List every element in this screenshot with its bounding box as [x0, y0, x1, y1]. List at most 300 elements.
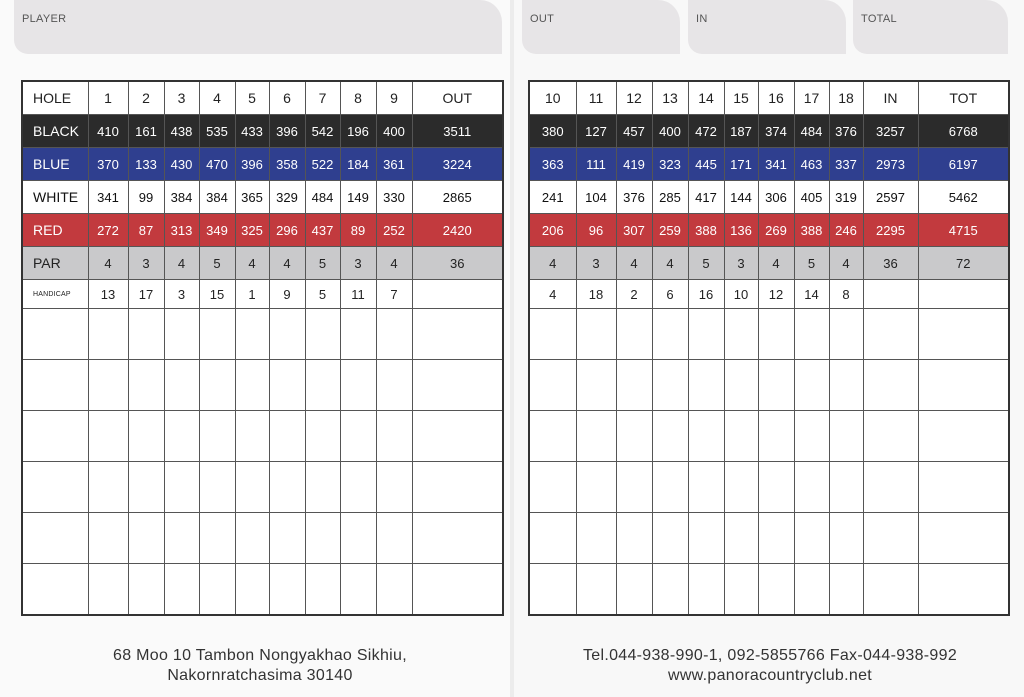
- score-entry-cell[interactable]: [863, 360, 918, 411]
- score-entry-cell[interactable]: [616, 462, 652, 513]
- score-entry-cell[interactable]: [269, 462, 305, 513]
- score-entry-cell[interactable]: [918, 462, 1009, 513]
- score-entry-cell[interactable]: [199, 360, 235, 411]
- score-entry-cell[interactable]: [529, 411, 576, 462]
- score-entry-cell[interactable]: [758, 360, 794, 411]
- yardage-cell: 417: [688, 181, 724, 214]
- yardage-cell: 374: [758, 115, 794, 148]
- yardage-cell: 376: [829, 115, 863, 148]
- hole-number: 4: [199, 81, 235, 115]
- yardage-cell: 3: [128, 247, 164, 280]
- score-entry-cell[interactable]: [340, 564, 376, 616]
- score-entry-cell[interactable]: [652, 564, 688, 616]
- hole-number: 16: [758, 81, 794, 115]
- hole-number: 18: [829, 81, 863, 115]
- yardage-cell: 3: [576, 247, 616, 280]
- yardage-cell: 269: [758, 214, 794, 247]
- score-entry-cell[interactable]: [340, 462, 376, 513]
- yardage-cell: 341: [758, 148, 794, 181]
- score-entry-cell[interactable]: [164, 513, 199, 564]
- score-entry-cell[interactable]: [918, 411, 1009, 462]
- score-entry-cell[interactable]: [758, 564, 794, 616]
- grand-total-cell: 72: [918, 247, 1009, 280]
- yardage-cell: 341: [88, 181, 128, 214]
- score-entry-cell[interactable]: [412, 462, 503, 513]
- player-label: PLAYER: [22, 13, 67, 25]
- handicap-cell: 9: [269, 280, 305, 309]
- score-entry-cell[interactable]: [829, 564, 863, 616]
- score-entry-cell[interactable]: [829, 360, 863, 411]
- score-entry-cell[interactable]: [688, 564, 724, 616]
- handicap-cell: 1: [235, 280, 269, 309]
- yardage-cell: 252: [376, 214, 412, 247]
- yardage-cell: 127: [576, 115, 616, 148]
- score-entry-row: [529, 309, 1009, 360]
- yardage-cell: 430: [164, 148, 199, 181]
- handicap-cell: 17: [128, 280, 164, 309]
- yardage-cell: 296: [269, 214, 305, 247]
- score-entry-cell[interactable]: [235, 309, 269, 360]
- out-total-cell: 2865: [412, 181, 503, 214]
- score-entry-cell[interactable]: [529, 462, 576, 513]
- score-entry-cell[interactable]: [235, 564, 269, 616]
- hole-header-label: HOLE: [22, 81, 88, 115]
- yardage-cell: 396: [235, 148, 269, 181]
- hole-number: 10: [529, 81, 576, 115]
- yardage-cell: 410: [88, 115, 128, 148]
- score-entry-cell[interactable]: [412, 513, 503, 564]
- black-tee-row: [529, 115, 1009, 148]
- out-header: OUT: [412, 81, 503, 115]
- score-entry-cell[interactable]: [128, 513, 164, 564]
- yardage-cell: 349: [199, 214, 235, 247]
- yardage-cell: 388: [794, 214, 829, 247]
- score-entry-cell[interactable]: [164, 360, 199, 411]
- hole-number: 14: [688, 81, 724, 115]
- out-score-field[interactable]: [522, 0, 680, 54]
- score-entry-cell[interactable]: [88, 513, 128, 564]
- score-entry-row: [529, 513, 1009, 564]
- yardage-cell: 325: [235, 214, 269, 247]
- handicap-cell: 4: [529, 280, 576, 309]
- phone-fax: Tel.044-938-990-1, 092-5855766 Fax-044-938-992: [582, 647, 958, 664]
- score-entry-cell[interactable]: [616, 309, 652, 360]
- hole-number: 7: [305, 81, 340, 115]
- yardage-cell: 184: [340, 148, 376, 181]
- score-entry-cell[interactable]: [829, 513, 863, 564]
- yardage-cell: 329: [269, 181, 305, 214]
- score-entry-cell[interactable]: [863, 513, 918, 564]
- hole-number: 2: [128, 81, 164, 115]
- score-entry-cell[interactable]: [269, 360, 305, 411]
- yardage-cell: 323: [652, 148, 688, 181]
- handicap-cell: 14: [794, 280, 829, 309]
- score-entry-cell[interactable]: [235, 462, 269, 513]
- red-row-label: RED: [22, 214, 88, 247]
- score-entry-cell[interactable]: [376, 513, 412, 564]
- yardage-cell: 89: [340, 214, 376, 247]
- score-entry-cell[interactable]: [794, 360, 829, 411]
- yardage-cell: 419: [616, 148, 652, 181]
- club-address: [60, 646, 460, 686]
- score-entry-cell[interactable]: [918, 360, 1009, 411]
- player-field[interactable]: [14, 0, 502, 54]
- score-entry-cell[interactable]: [829, 309, 863, 360]
- score-entry-row: [22, 513, 503, 564]
- yardage-cell: 437: [305, 214, 340, 247]
- score-entry-cell[interactable]: [794, 309, 829, 360]
- score-entry-cell[interactable]: [688, 513, 724, 564]
- yardage-cell: 161: [128, 115, 164, 148]
- score-entry-cell[interactable]: [22, 360, 88, 411]
- score-entry-cell[interactable]: [529, 360, 576, 411]
- yardage-cell: 4: [376, 247, 412, 280]
- yardage-cell: 4: [529, 247, 576, 280]
- hole-number: 12: [616, 81, 652, 115]
- yardage-cell: 272: [88, 214, 128, 247]
- yardage-cell: 4: [758, 247, 794, 280]
- hole-number: 5: [235, 81, 269, 115]
- score-entry-cell[interactable]: [128, 309, 164, 360]
- handicap-cell: 10: [724, 280, 758, 309]
- score-entry-cell[interactable]: [652, 513, 688, 564]
- yardage-cell: 144: [724, 181, 758, 214]
- handicap-row-label: HANDICAP: [22, 280, 88, 309]
- out-label: OUT: [530, 13, 555, 25]
- yardage-cell: 3: [724, 247, 758, 280]
- score-entry-cell[interactable]: [235, 411, 269, 462]
- yardage-cell: 470: [199, 148, 235, 181]
- total-score-field[interactable]: [853, 0, 1008, 54]
- score-entry-cell[interactable]: [794, 564, 829, 616]
- in-total-cell: 3257: [863, 115, 918, 148]
- handicap-tot-cell: [918, 280, 1009, 309]
- yardage-cell: 4: [235, 247, 269, 280]
- hole-number: 8: [340, 81, 376, 115]
- score-entry-cell[interactable]: [164, 462, 199, 513]
- score-entry-cell[interactable]: [22, 411, 88, 462]
- score-entry-cell[interactable]: [128, 462, 164, 513]
- yardage-cell: 388: [688, 214, 724, 247]
- score-entry-cell[interactable]: [305, 462, 340, 513]
- score-entry-cell[interactable]: [616, 411, 652, 462]
- score-entry-cell[interactable]: [22, 513, 88, 564]
- yardage-cell: 438: [164, 115, 199, 148]
- hole-number: 11: [576, 81, 616, 115]
- score-entry-cell[interactable]: [199, 462, 235, 513]
- hole-number: 3: [164, 81, 199, 115]
- yardage-cell: 4: [829, 247, 863, 280]
- score-entry-cell[interactable]: [724, 462, 758, 513]
- yardage-cell: 306: [758, 181, 794, 214]
- score-entry-cell[interactable]: [758, 411, 794, 462]
- yardage-cell: 149: [340, 181, 376, 214]
- yardage-cell: 484: [305, 181, 340, 214]
- yardage-cell: 96: [576, 214, 616, 247]
- score-entry-cell[interactable]: [652, 462, 688, 513]
- out-total-cell: 2420: [412, 214, 503, 247]
- score-entry-cell[interactable]: [918, 564, 1009, 616]
- score-entry-cell[interactable]: [918, 309, 1009, 360]
- score-entry-cell[interactable]: [863, 462, 918, 513]
- score-entry-cell[interactable]: [652, 411, 688, 462]
- yardage-cell: 241: [529, 181, 576, 214]
- score-entry-cell[interactable]: [576, 411, 616, 462]
- yardage-cell: 307: [616, 214, 652, 247]
- yardage-cell: 5: [688, 247, 724, 280]
- score-entry-cell[interactable]: [164, 411, 199, 462]
- score-entry-cell[interactable]: [199, 411, 235, 462]
- yardage-cell: 133: [128, 148, 164, 181]
- score-entry-cell[interactable]: [88, 309, 128, 360]
- yardage-cell: 246: [829, 214, 863, 247]
- score-entry-cell[interactable]: [88, 360, 128, 411]
- score-entry-cell[interactable]: [529, 564, 576, 616]
- score-entry-cell[interactable]: [576, 462, 616, 513]
- score-entry-cell[interactable]: [412, 360, 503, 411]
- yardage-cell: 535: [199, 115, 235, 148]
- yardage-cell: 457: [616, 115, 652, 148]
- out-total-cell: 36: [412, 247, 503, 280]
- grand-total-cell: 5462: [918, 181, 1009, 214]
- hole-number: 15: [724, 81, 758, 115]
- score-entry-cell[interactable]: [305, 513, 340, 564]
- handicap-cell: 6: [652, 280, 688, 309]
- score-entry-cell[interactable]: [863, 411, 918, 462]
- score-entry-cell[interactable]: [829, 411, 863, 462]
- score-entry-cell[interactable]: [340, 309, 376, 360]
- white-tee-row: [529, 181, 1009, 214]
- score-entry-cell[interactable]: [199, 513, 235, 564]
- yardage-cell: 171: [724, 148, 758, 181]
- handicap-cell: 13: [88, 280, 128, 309]
- score-entry-row: [529, 564, 1009, 616]
- handicap-out-cell: [412, 280, 503, 309]
- score-entry-cell[interactable]: [340, 360, 376, 411]
- score-entry-cell[interactable]: [412, 564, 503, 616]
- out-total-cell: 3224: [412, 148, 503, 181]
- yardage-cell: 484: [794, 115, 829, 148]
- white-row-label: WHITE: [22, 181, 88, 214]
- score-entry-cell[interactable]: [688, 462, 724, 513]
- score-entry-cell[interactable]: [269, 513, 305, 564]
- yardage-cell: 361: [376, 148, 412, 181]
- score-entry-cell[interactable]: [269, 309, 305, 360]
- yardage-cell: 358: [269, 148, 305, 181]
- score-entry-cell[interactable]: [529, 309, 576, 360]
- hole-number-row: [529, 81, 1009, 115]
- score-entry-cell[interactable]: [724, 360, 758, 411]
- score-entry-cell[interactable]: [724, 411, 758, 462]
- score-entry-cell[interactable]: [576, 513, 616, 564]
- in-total-cell: 2973: [863, 148, 918, 181]
- score-entry-cell[interactable]: [88, 564, 128, 616]
- score-entry-cell[interactable]: [22, 564, 88, 616]
- yardage-cell: 380: [529, 115, 576, 148]
- hole-number: 9: [376, 81, 412, 115]
- score-entry-row: [529, 462, 1009, 513]
- yardage-cell: 384: [164, 181, 199, 214]
- yardage-cell: 206: [529, 214, 576, 247]
- score-entry-cell[interactable]: [688, 411, 724, 462]
- score-entry-cell[interactable]: [128, 564, 164, 616]
- score-entry-cell[interactable]: [412, 309, 503, 360]
- score-entry-cell[interactable]: [794, 411, 829, 462]
- score-entry-cell[interactable]: [128, 411, 164, 462]
- grand-total-cell: 6197: [918, 148, 1009, 181]
- yardage-cell: 4: [164, 247, 199, 280]
- score-entry-cell[interactable]: [269, 564, 305, 616]
- score-entry-row: [22, 411, 503, 462]
- score-entry-cell[interactable]: [724, 309, 758, 360]
- yardage-cell: 285: [652, 181, 688, 214]
- score-entry-cell[interactable]: [199, 309, 235, 360]
- score-entry-cell[interactable]: [128, 360, 164, 411]
- handicap-in-cell: [863, 280, 918, 309]
- yardage-cell: 313: [164, 214, 199, 247]
- score-entry-row: [22, 309, 503, 360]
- score-entry-cell[interactable]: [794, 462, 829, 513]
- score-entry-cell[interactable]: [829, 462, 863, 513]
- in-label: IN: [696, 13, 708, 25]
- yardage-cell: 4: [652, 247, 688, 280]
- score-entry-cell[interactable]: [863, 564, 918, 616]
- score-entry-cell[interactable]: [724, 513, 758, 564]
- score-entry-cell[interactable]: [22, 462, 88, 513]
- front-nine-table: [21, 80, 504, 616]
- score-entry-cell[interactable]: [724, 564, 758, 616]
- score-entry-row: [22, 462, 503, 513]
- score-entry-cell[interactable]: [269, 411, 305, 462]
- grand-total-cell: 4715: [918, 214, 1009, 247]
- grand-total-cell: 6768: [918, 115, 1009, 148]
- in-total-cell: 2295: [863, 214, 918, 247]
- yardage-cell: 376: [616, 181, 652, 214]
- yardage-cell: 405: [794, 181, 829, 214]
- score-entry-cell[interactable]: [688, 309, 724, 360]
- score-entry-cell[interactable]: [305, 309, 340, 360]
- in-header: IN: [863, 81, 918, 115]
- yardage-cell: 384: [199, 181, 235, 214]
- hole-number-row: [22, 81, 503, 115]
- white-tee-row: [22, 181, 503, 214]
- back-nine-table: [528, 80, 1010, 616]
- score-entry-cell[interactable]: [758, 309, 794, 360]
- score-entry-cell[interactable]: [376, 462, 412, 513]
- handicap-row: [22, 280, 503, 309]
- score-entry-row: [529, 360, 1009, 411]
- score-entry-cell[interactable]: [918, 513, 1009, 564]
- score-entry-cell[interactable]: [616, 360, 652, 411]
- black-row-label: BLACK: [22, 115, 88, 148]
- blue-row-label: BLUE: [22, 148, 88, 181]
- club-contact: [520, 646, 1020, 686]
- score-entry-cell[interactable]: [576, 360, 616, 411]
- yardage-cell: 136: [724, 214, 758, 247]
- score-entry-cell[interactable]: [652, 309, 688, 360]
- yardage-cell: 396: [269, 115, 305, 148]
- hole-number: 6: [269, 81, 305, 115]
- score-entry-cell[interactable]: [758, 513, 794, 564]
- handicap-cell: 3: [164, 280, 199, 309]
- score-entry-cell[interactable]: [376, 564, 412, 616]
- website-link[interactable]: www.panoracountryclub.net: [667, 667, 873, 684]
- yardage-cell: 104: [576, 181, 616, 214]
- score-entry-cell[interactable]: [340, 411, 376, 462]
- yardage-cell: 400: [376, 115, 412, 148]
- score-entry-cell[interactable]: [164, 564, 199, 616]
- score-entry-cell[interactable]: [88, 462, 128, 513]
- score-entry-cell[interactable]: [529, 513, 576, 564]
- yardage-cell: 365: [235, 181, 269, 214]
- yardage-cell: 472: [688, 115, 724, 148]
- score-entry-cell[interactable]: [616, 513, 652, 564]
- score-entry-cell[interactable]: [305, 564, 340, 616]
- par-row-label: PAR: [22, 247, 88, 280]
- handicap-cell: 15: [199, 280, 235, 309]
- handicap-cell: 18: [576, 280, 616, 309]
- yardage-cell: 363: [529, 148, 576, 181]
- yardage-cell: 196: [340, 115, 376, 148]
- par-tee-row: [529, 247, 1009, 280]
- yardage-cell: 4: [269, 247, 305, 280]
- score-entry-cell[interactable]: [688, 360, 724, 411]
- score-entry-cell[interactable]: [376, 309, 412, 360]
- score-entry-cell[interactable]: [305, 360, 340, 411]
- yardage-cell: 445: [688, 148, 724, 181]
- score-entry-cell[interactable]: [576, 309, 616, 360]
- score-entry-cell[interactable]: [22, 309, 88, 360]
- score-entry-cell[interactable]: [794, 513, 829, 564]
- handicap-cell: 11: [340, 280, 376, 309]
- score-entry-cell[interactable]: [164, 309, 199, 360]
- score-entry-cell[interactable]: [376, 360, 412, 411]
- in-score-field[interactable]: [688, 0, 846, 54]
- yardage-cell: 463: [794, 148, 829, 181]
- score-entry-cell[interactable]: [235, 513, 269, 564]
- score-entry-cell[interactable]: [376, 411, 412, 462]
- score-entry-cell[interactable]: [652, 360, 688, 411]
- score-entry-cell[interactable]: [576, 564, 616, 616]
- total-label: TOTAL: [861, 13, 897, 25]
- yardage-cell: 400: [652, 115, 688, 148]
- handicap-cell: 8: [829, 280, 863, 309]
- yardage-cell: 4: [616, 247, 652, 280]
- score-entry-cell[interactable]: [758, 462, 794, 513]
- hole-number: 17: [794, 81, 829, 115]
- score-entry-cell[interactable]: [616, 564, 652, 616]
- par-tee-row: [22, 247, 503, 280]
- yardage-cell: 87: [128, 214, 164, 247]
- yardage-cell: 330: [376, 181, 412, 214]
- score-entry-row: [529, 411, 1009, 462]
- score-entry-cell[interactable]: [88, 411, 128, 462]
- in-total-cell: 2597: [863, 181, 918, 214]
- black-tee-row: [22, 115, 503, 148]
- hole-number: 13: [652, 81, 688, 115]
- blue-tee-row: [529, 148, 1009, 181]
- in-total-cell: 36: [863, 247, 918, 280]
- yardage-cell: 522: [305, 148, 340, 181]
- score-entry-cell[interactable]: [199, 564, 235, 616]
- score-entry-cell[interactable]: [235, 360, 269, 411]
- handicap-row: [529, 280, 1009, 309]
- score-entry-cell[interactable]: [305, 411, 340, 462]
- score-entry-cell[interactable]: [863, 309, 918, 360]
- yardage-cell: 5: [199, 247, 235, 280]
- score-entry-cell[interactable]: [412, 411, 503, 462]
- score-entry-cell[interactable]: [340, 513, 376, 564]
